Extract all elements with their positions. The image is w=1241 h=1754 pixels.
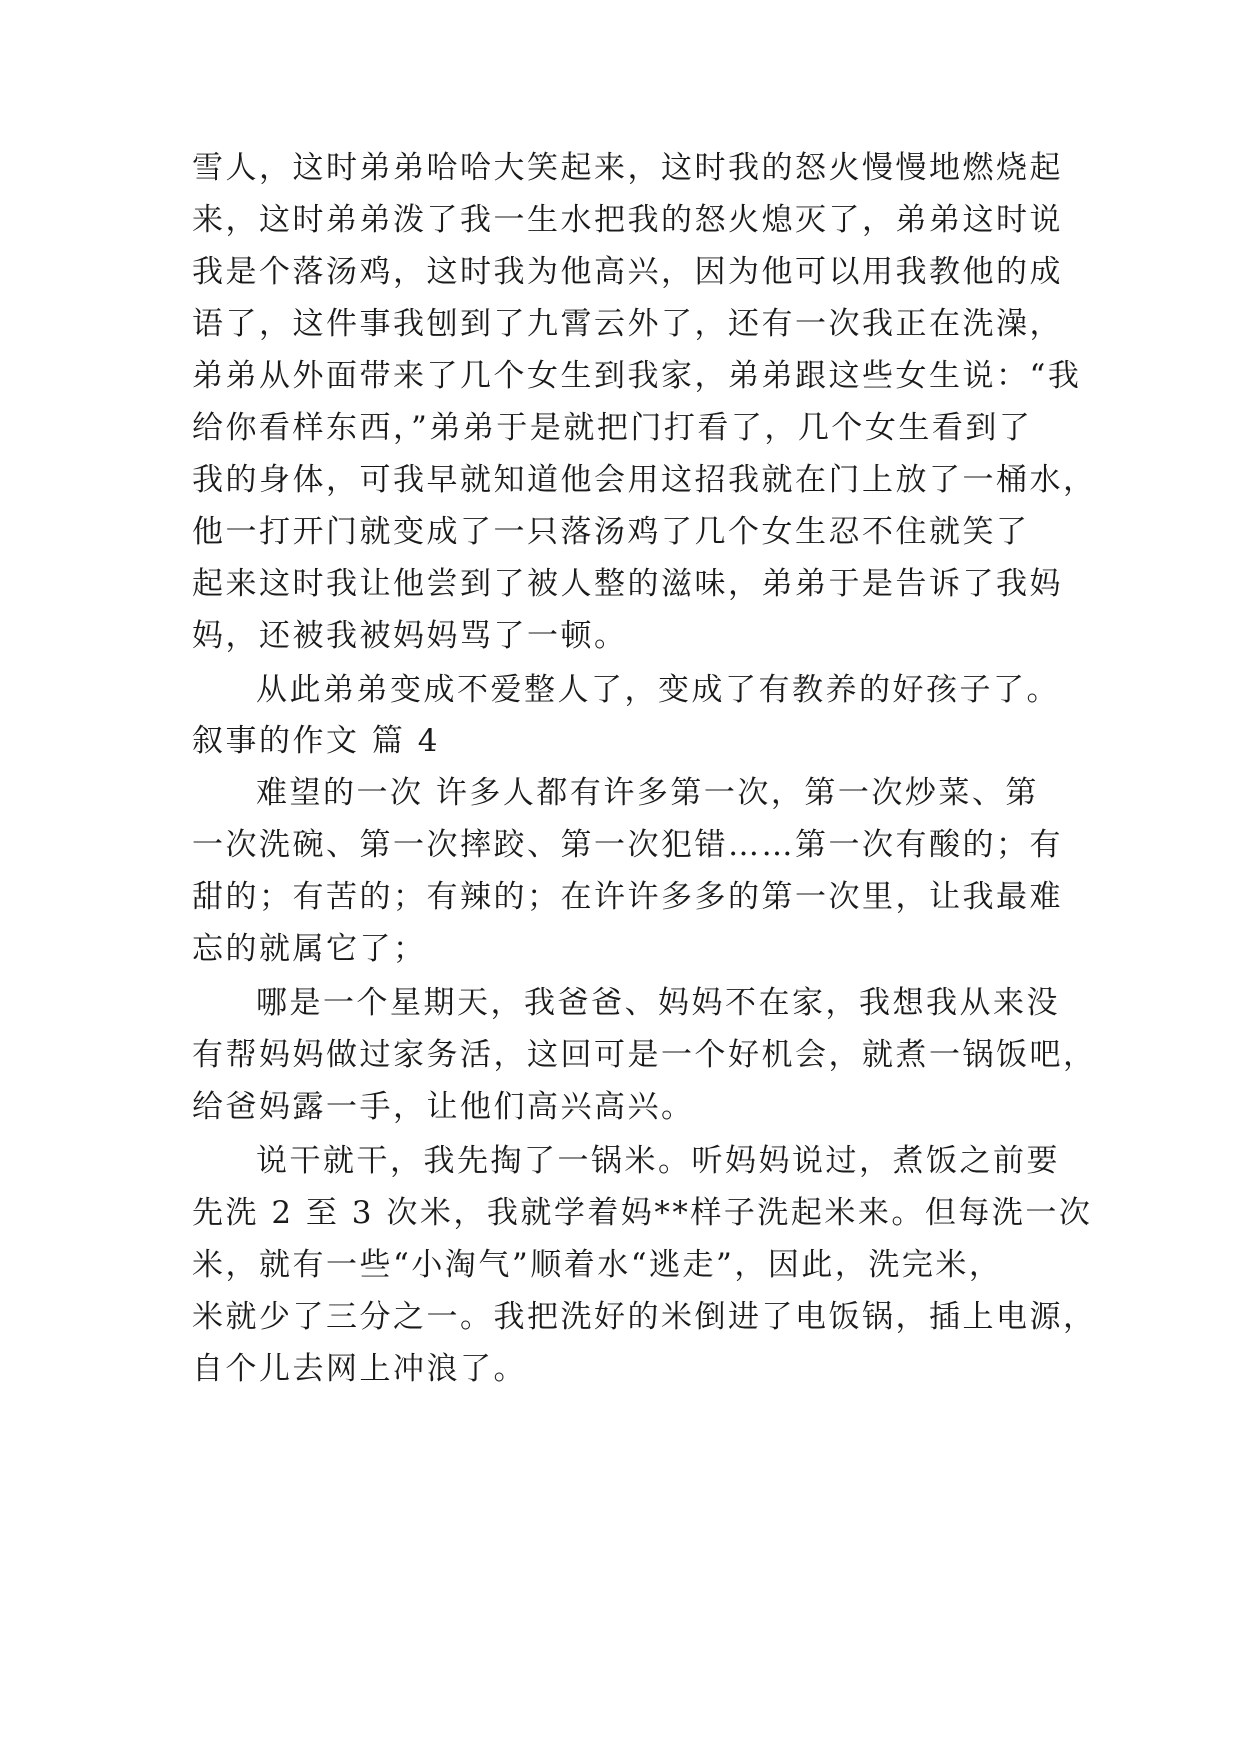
paragraph-first-line: 难望的一次 许多人都有许多第一次，第一次炒菜、第 bbox=[256, 775, 1039, 811]
text-line: 我的身体，可我早就知道他会用这招我就在门上放了一桶水， bbox=[192, 462, 1097, 498]
text-line: 给爸妈露一手，让他们高兴高兴。 bbox=[192, 1089, 695, 1125]
text-line: 有帮妈妈做过家务活，这回可是一个好机会，就煮一锅饭吧， bbox=[192, 1037, 1097, 1073]
text-line: 起来这时我让他尝到了被人整的滋味，弟弟于是告诉了我妈 bbox=[192, 566, 1063, 602]
text-line: 甜的；有苦的；有辣的；在许许多多的第一次里，让我最难 bbox=[192, 879, 1063, 915]
text-line: 来，这时弟弟泼了我一生水把我的怒火熄灭了，弟弟这时说 bbox=[192, 202, 1063, 238]
text-line: 语了，这件事我刨到了九霄云外了，还有一次我正在洗澡， bbox=[192, 306, 1063, 342]
text-line: 先洗 2 至 3 次米，我就学着妈**样子洗起米来。但每洗一次 bbox=[192, 1195, 1093, 1231]
text-line: 自个儿去网上冲浪了。 bbox=[192, 1351, 527, 1387]
paragraph-first-line: 从此弟弟变成不爱整人了，变成了有教养的好孩子了。 bbox=[256, 672, 1060, 708]
text-line: 雪人，这时弟弟哈哈大笑起来，这时我的怒火慢慢地燃烧起 bbox=[192, 150, 1063, 186]
text-line: 我是个落汤鸡，这时我为他高兴，因为他可以用我教他的成 bbox=[192, 254, 1063, 290]
text-line: 给你看样东西，”弟弟于是就把门打看了，几个女生看到了 bbox=[192, 410, 1033, 446]
paragraph-first-line: 说干就干，我先掏了一锅米。听妈妈说过，煮饭之前要 bbox=[256, 1143, 1060, 1179]
paragraph-first-line: 哪是一个星期天，我爸爸、妈妈不在家，我想我从来没 bbox=[256, 985, 1060, 1021]
text-line: 妈，还被我被妈妈骂了一顿。 bbox=[192, 618, 628, 654]
text-line: 米就少了三分之一。我把洗好的米倒进了电饭锅，插上电源， bbox=[192, 1299, 1097, 1335]
text-line: 米，就有一些“小淘气”顺着水“逃走”，因此，洗完米， bbox=[192, 1247, 1003, 1283]
text-line: 忘的就属它了； bbox=[192, 931, 427, 967]
text-line: 他一打开门就变成了一只落汤鸡了几个女生忍不住就笑了 bbox=[192, 514, 1030, 550]
text-line: 弟弟从外面带来了几个女生到我家，弟弟跟这些女生说：“我 bbox=[192, 358, 1082, 394]
text-line: 一次洗碗、第一次摔跤、第一次犯错……第一次有酸的；有 bbox=[192, 827, 1063, 863]
section-heading: 叙事的作文 篇 4 bbox=[192, 723, 440, 759]
